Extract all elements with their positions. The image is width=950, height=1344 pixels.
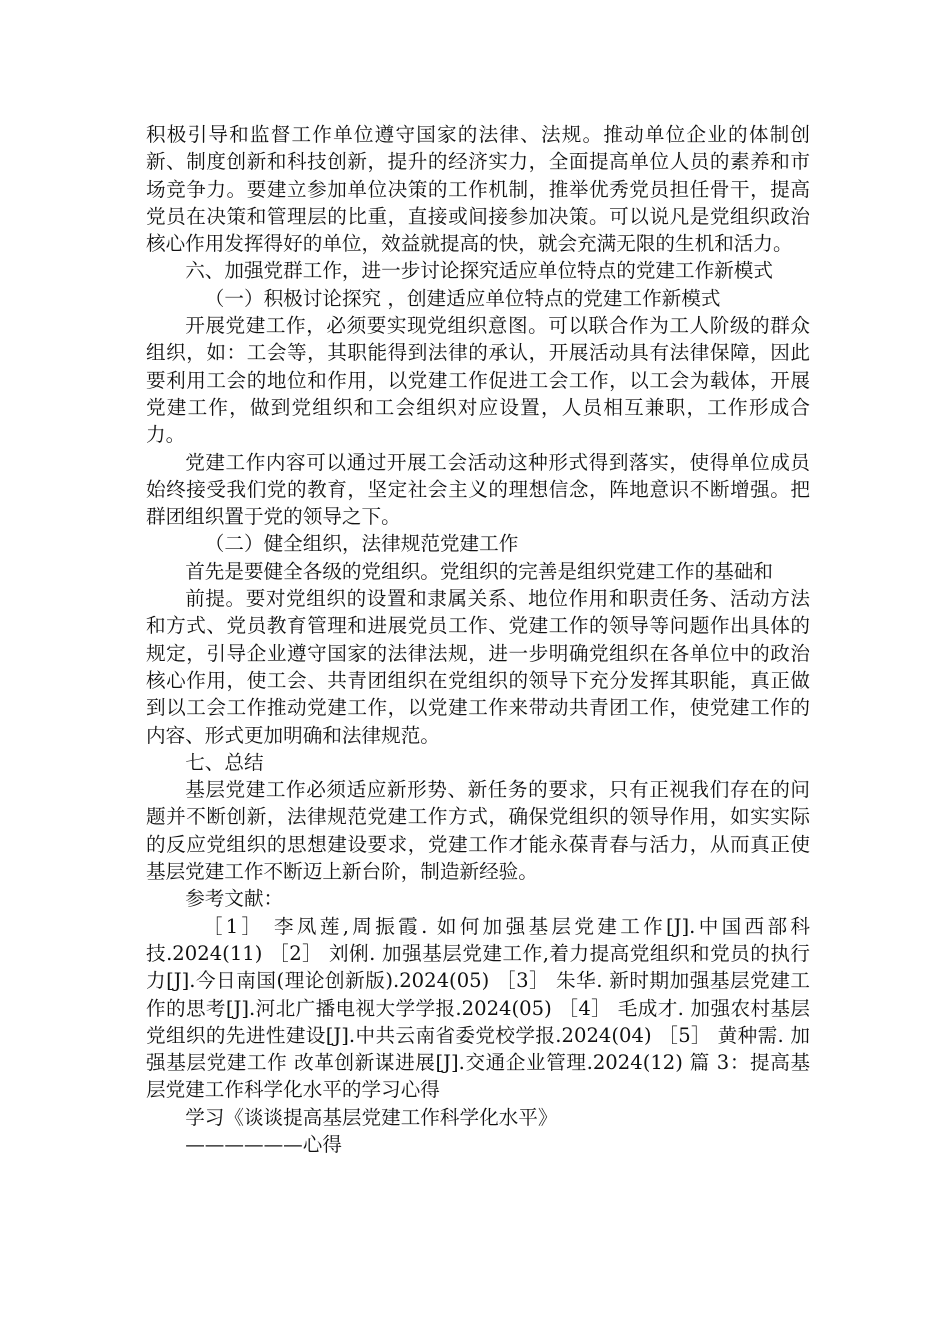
paragraph: 党建工作内容可以通过开展工会活动这种形式得到落实，使得单位成员始终接受我们党的教育，坚定社会主义的理想信念，阵地意识不断增强。把群团组织置于党的领导之下。 bbox=[146, 450, 810, 529]
article-subtitle: ——————心得 bbox=[185, 1132, 342, 1156]
subsection-heading-2: （二）健全组织，法律规范党建工作 bbox=[204, 532, 519, 556]
section-heading-6: 六、加强党群工作，进一步讨论探究适应单位特点的党建工作新模式 bbox=[185, 259, 773, 283]
subsection-heading-1: （一）积极讨论探究 ，创建适应单位特点的党建工作新模式 bbox=[204, 286, 721, 310]
references-heading: 参考文献： bbox=[185, 887, 284, 911]
paragraph: 开展党建工作，必须要实现党组织意图。可以联合作为工人阶级的群众组织，如：工会等，其职能得到法律的承认，开展活动具有法律保障，因此要利用工会的地位和作用，以党建工作促进工会工作，以工会为载体，开展党建工作，做到党组织和工会组织对应设置，人员相互兼职，工作形成合力。 bbox=[146, 314, 810, 447]
paragraph: 首先是要健全各级的党组织。党组织的完善是组织党建工作的基础和 bbox=[185, 559, 773, 583]
references-list: ［1］ 李凤莲,周振霞. 如何加强基层党建工作[J].中国西部科技.2024(11) ［2］ 刘俐. 加强基层党建工作,着力提高党组织和党员的执行力[J].今日南国(理论创新版).2024(05) ［3］ 朱华. 新时期加强基层党建工作的思考[J].河北广播电视大学学报.2024(05) ［4］ 毛成才. 加强农村基层党组织的先进性建设[J].中共云南省委党校学报.2024(04) ［5］ 黄种需. 加强基层党建工作 改革创新谋进展[J].交通企业管理.2024(12) 篇 3：提高基层党建工作科学化水平的学习心得 bbox=[146, 914, 810, 1102]
article-title: 学习《谈谈提高基层党建工作科学化水平》 bbox=[185, 1105, 558, 1129]
paragraph: 前提。要对党组织的设置和隶属关系、地位作用和职责任务、活动方法和方式、党员教育管理和进展党员工作、党建工作的领导等问题作出具体的规定，引导企业遵守国家的法律法规，进一步明确党组织在各单位中的政治核心作用，使工会、共青团组织在党组织的领导下充分发挥其职能，真正做到以工会工作推动党建工作，以党建工作来带动共青团工作，使党建工作的内容、形式更加明确和法律规范。 bbox=[146, 587, 810, 747]
paragraph: 积极引导和监督工作单位遵守国家的法律、法规。推动单位企业的体制创新、制度创新和科技创新，提升的经济实力，全面提高单位人员的素养和市场竞争力。要建立参加单位决策的工作机制，推举优秀党员担任骨干，提高党员在决策和管理层的比重，直接或间接参加决策。可以说凡是党组织政治核心作用发挥得好的单位，效益就提高的快，就会充满无限的生机和活力。 bbox=[146, 123, 810, 256]
section-heading-7: 七、总结 bbox=[185, 750, 264, 774]
document-body bbox=[146, 121, 810, 1158]
paragraph: 基层党建工作必须适应新形势、新任务的要求，只有正视我们存在的问题并不断创新，法律规范党建工作方式，确保党组织的领导作用，如实实际的反应党组织的思想建设要求，党建工作才能永葆青春与活力，从而真正使基层党建工作不断迈上新台阶，制造新经验。 bbox=[146, 778, 810, 884]
